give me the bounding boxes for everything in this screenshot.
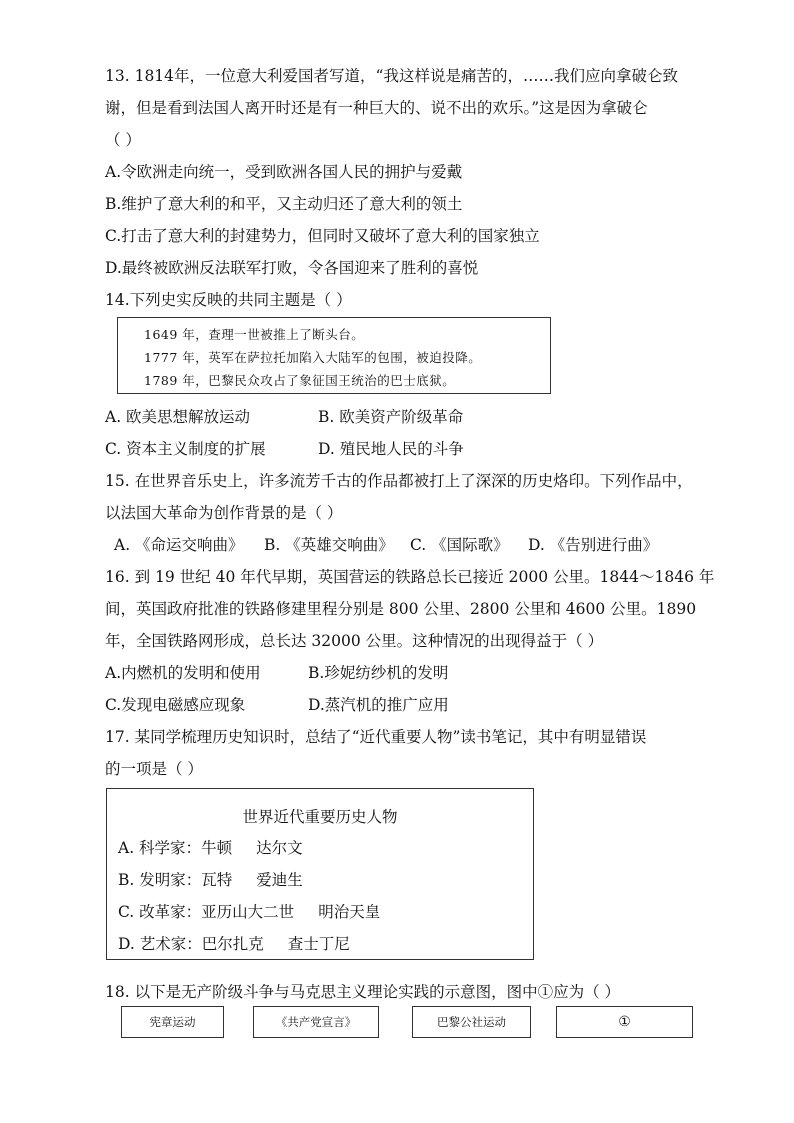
q17-row-b-person-1: 瓦特	[201, 871, 233, 889]
q15-option-a: A. 《命运交响曲》	[114, 536, 244, 554]
q13-option-b: B.维护了意大利的和平，又主动归还了意大利的领土	[105, 195, 463, 213]
q16-stem-line-3: 年，全国铁路网形成，总长达 32000 公里。这种情况的出现得益于（ ）	[105, 632, 604, 650]
q14-option-c: C. 资本主义制度的扩展	[105, 440, 266, 458]
q13-option-d: D.最终被欧洲反法联军打败，令各国迎来了胜利的喜悦	[105, 259, 479, 277]
q16-stem-line-2: 间，英国政府批准的铁路修建里程分别是 800 公里、2800 公里和 4600 公里。1890	[105, 600, 697, 618]
q17-row-d	[118, 932, 350, 954]
q17-row-d-person-2: 查士丁尼	[287, 935, 350, 953]
q14-source-box	[117, 317, 551, 394]
q17-stem-line-1: 17. 某同学梳理历史知识时，总结了“近代重要人物”读书笔记，其中有明显错误	[105, 728, 647, 746]
q16-option-d: D.蒸汽机的推广应用	[308, 696, 449, 714]
q17-row-b-label: B. 发明家：	[118, 871, 202, 889]
q13-stem-line-2: 谢，但是看到法国人离开时还是有一种巨大的、说不出的欢乐。”这是因为拿破仑	[105, 99, 648, 117]
q17-row-a-person-2: 达尔文	[256, 839, 303, 857]
q16-stem-line-1: 16. 到 19 世纪 40 年代早期，英国营运的铁路总长已接近 2000 公里。1844～1846 年	[105, 568, 715, 586]
q14-option-d: D. 殖民地人民的斗争	[318, 440, 464, 458]
q17-row-c-person-2: 明治天皇	[318, 903, 381, 921]
q14-source-line-3: 1789 年，巴黎民众攻占了象征国王统治的巴士底狱。	[144, 373, 456, 388]
q14-source-line-1: 1649 年，查理一世被推上了断头台。	[144, 327, 365, 342]
q16-option-b: B.珍妮纺纱机的发明	[308, 664, 449, 682]
q17-row-a-person-1: 牛顿	[201, 839, 233, 857]
q15-stem-line-2: 以法国大革命为创作背景的是（ ）	[105, 504, 343, 522]
q17-row-b-person-2: 爱迪生	[256, 871, 303, 889]
q18-box-communist-manifesto: 《共产党宣言》	[253, 1006, 379, 1038]
q18-stem: 18. 以下是无产阶级斗争与马克思主义理论实践的示意图，图中①应为（ ）	[105, 983, 621, 1001]
q14-option-b: B. 欧美资产阶级革命	[318, 408, 464, 426]
q17-row-c	[118, 900, 380, 922]
q15-option-d: D. 《告别进行曲》	[528, 536, 659, 554]
q18-box-chartist-movement: 宪章运动	[121, 1006, 224, 1038]
q17-row-a-label: A. 科学家：	[118, 839, 202, 857]
q14-source-line-2: 1777 年，英军在萨拉托加陷入大陆军的包围，被迫投降。	[144, 350, 482, 365]
q17-row-a	[118, 836, 303, 858]
q17-row-c-person-1: 亚历山大二世	[201, 903, 295, 921]
q16-option-a: A.内燃机的发明和使用	[105, 664, 261, 682]
q17-notes-title: 世界近代重要历史人物	[242, 808, 398, 826]
q18-box-paris-commune: 巴黎公社运动	[412, 1006, 531, 1038]
q14-option-a: A. 欧美思想解放运动	[105, 408, 251, 426]
q18-box-blank: ①	[556, 1006, 693, 1038]
q13-option-c: C.打击了意大利的封建势力，但同时又破坏了意大利的国家独立	[105, 227, 540, 245]
q17-notes-box	[106, 788, 534, 960]
q13-option-a: A.令欧洲走向统一，受到欧洲各国人民的拥护与爱戴	[105, 163, 463, 181]
q15-option-c: C. 《国际歌》	[410, 536, 509, 554]
q15-stem-line-1: 15. 在世界音乐史上，许多流芳千古的作品都被打上了深深的历史烙印。下列作品中，	[105, 472, 693, 490]
q17-row-d-label: D. 艺术家：	[118, 935, 202, 953]
q16-option-c: C.发现电磁感应现象	[105, 696, 246, 714]
q17-stem-line-2: 的一项是（ ）	[105, 760, 203, 778]
q13-answer-bracket: （ ）	[105, 131, 141, 149]
q14-stem: 14.下列史实反映的共同主题是（ ）	[105, 291, 352, 309]
q17-row-b	[118, 868, 303, 890]
q17-row-c-label: C. 改革家：	[118, 903, 202, 921]
q13-stem-line-1: 13. 1814年，一位意大利爱国者写道，“我这样说是痛苦的，……我们应向拿破仑致	[105, 67, 678, 85]
q15-option-b: B. 《英雄交响曲》	[264, 536, 394, 554]
q17-row-d-person-1: 巴尔扎克	[201, 935, 264, 953]
